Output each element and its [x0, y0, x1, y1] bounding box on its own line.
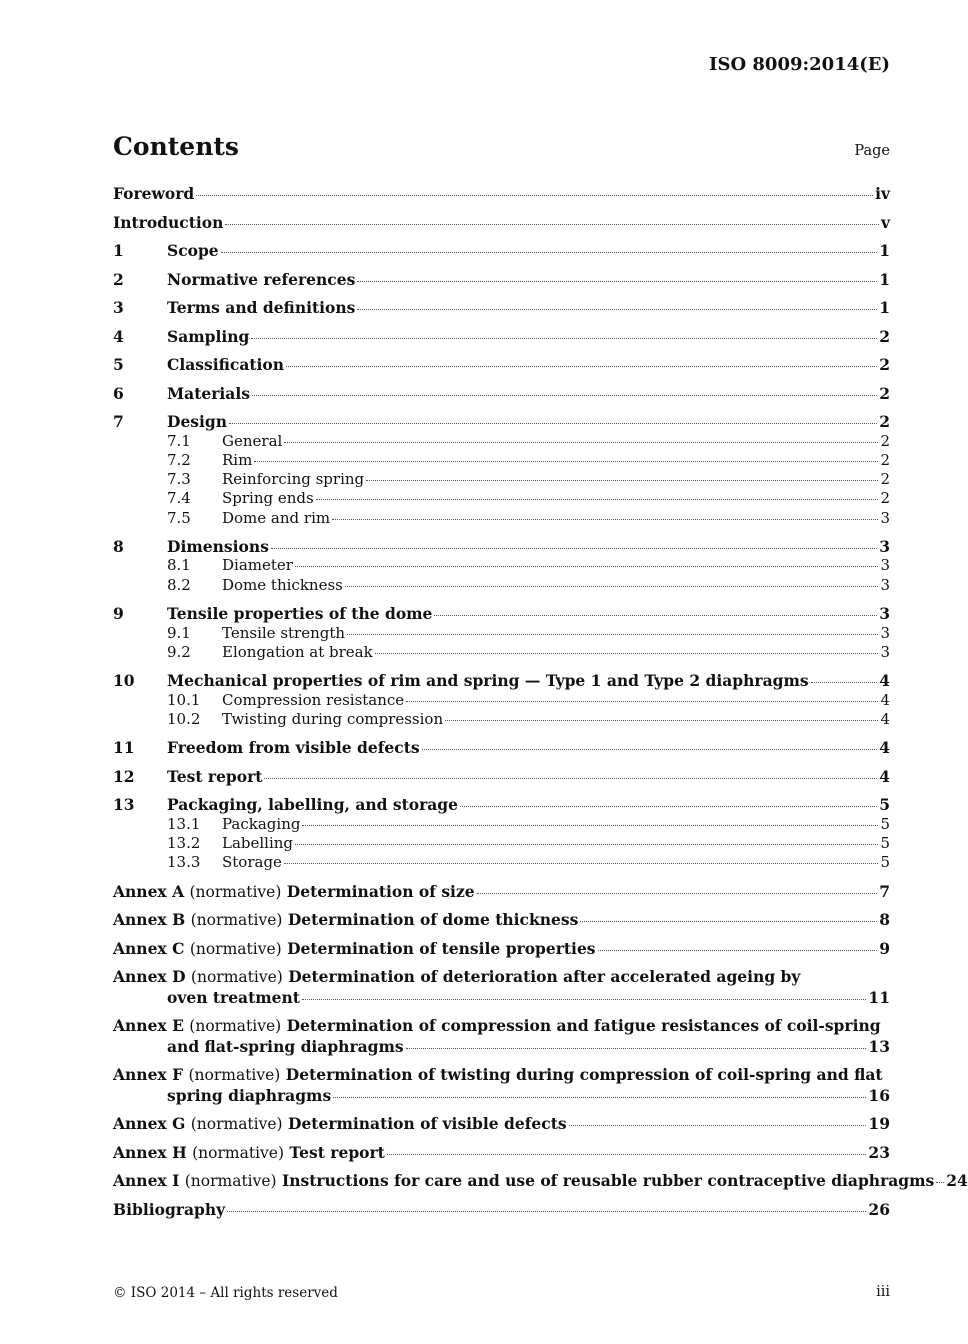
- dot-leader: [302, 999, 866, 1000]
- dot-leader: [284, 442, 878, 443]
- entry-page: 1: [879, 298, 890, 317]
- entry-title: Classification: [167, 355, 285, 374]
- entry-page: 2: [880, 489, 890, 508]
- section-number: 1: [113, 241, 124, 260]
- dot-leader: [477, 893, 878, 894]
- annex-first-line: [113, 967, 890, 988]
- entry-page: 3: [880, 623, 890, 642]
- entry-title: Dimensions: [167, 536, 269, 556]
- section-number: 11: [113, 738, 135, 758]
- entry-title: Mechanical properties of rim and spring — Type 1 and Type 2 diaphragms: [167, 671, 809, 691]
- annex-title-continued: oven treatment: [167, 987, 300, 1007]
- entry-title: Introduction: [113, 212, 224, 232]
- entry-page: 16: [868, 1085, 890, 1105]
- dot-leader: [347, 634, 878, 635]
- dot-leader: [254, 461, 878, 462]
- entry-title: Test report: [167, 766, 263, 786]
- entry-title: Diameter: [222, 556, 293, 575]
- annex-title-continued: spring diaphragms: [167, 1085, 332, 1105]
- annex-first-line: [113, 1016, 890, 1037]
- entry-page: iv: [875, 184, 890, 203]
- annex-kind: (normative): [189, 939, 282, 958]
- annex-label: [113, 1143, 385, 1164]
- entry-title: Rim: [222, 450, 253, 469]
- subsection-number: 10.1: [167, 690, 201, 709]
- dot-leader: [271, 548, 877, 549]
- entry-title: Reinforcing spring: [222, 470, 365, 489]
- toc-entry-subsection[interactable]: [113, 451, 890, 470]
- entry-page: 23: [868, 1142, 890, 1162]
- dot-leader: [434, 615, 877, 616]
- toc-entry-subsection[interactable]: [113, 834, 890, 853]
- toc-entry-subsection[interactable]: [113, 470, 890, 489]
- entry-title: Sampling: [167, 326, 250, 346]
- dot-leader: [422, 749, 878, 750]
- entry-page: 2: [879, 383, 890, 403]
- subsection-number: 9.2: [167, 642, 191, 661]
- entry-page: 9: [879, 938, 890, 958]
- toc-entry-section[interactable]: [113, 671, 890, 691]
- section-number: 5: [113, 355, 124, 374]
- annex-id: Annex C: [113, 938, 185, 958]
- toc-entry-subsection[interactable]: [113, 432, 890, 451]
- entry-page: 2: [880, 450, 890, 469]
- annex-kind: (normative): [188, 1066, 281, 1085]
- entry-page: 4: [880, 690, 890, 709]
- toc-entry-subsection[interactable]: [113, 815, 890, 834]
- entry-title: Elongation at break: [222, 642, 373, 661]
- section-number: 9: [113, 604, 124, 624]
- annex-title: Determination of tensile properties: [287, 938, 596, 958]
- subsection-number: 7.4: [167, 489, 191, 508]
- entry-page: 7: [879, 881, 890, 901]
- toc-entry-section[interactable]: [113, 767, 890, 787]
- annex-title: Instructions for care and use of reusable rubber contraceptive diaphragms: [282, 1171, 935, 1191]
- entry-page: 2: [880, 470, 890, 489]
- entry-title: Terms and definitions: [167, 298, 356, 317]
- dot-leader: [387, 1154, 867, 1155]
- toc-entry-annex[interactable]: [113, 1065, 890, 1105]
- section-number: 7: [113, 412, 124, 431]
- annex-title: Determination of visible defects: [288, 1114, 567, 1134]
- toc-entry-section[interactable]: [113, 355, 890, 375]
- annex-kind: (normative): [190, 911, 283, 930]
- section-number: 10: [113, 671, 135, 691]
- copyright-notice: © ISO 2014 – All rights reserved: [113, 1285, 338, 1301]
- annex-kind: (normative): [184, 1172, 277, 1191]
- section-number: 3: [113, 298, 124, 317]
- dot-leader: [406, 1048, 867, 1049]
- entry-title: Dome and rim: [222, 508, 331, 527]
- subsection-number: 13.1: [167, 814, 201, 833]
- toc-entry-subsection[interactable]: [113, 643, 890, 662]
- annex-second-line: [113, 1086, 890, 1106]
- toc-entry-section[interactable]: [113, 412, 890, 432]
- dot-leader: [227, 1211, 866, 1212]
- section-number: 2: [113, 269, 124, 289]
- entry-page: 2: [879, 412, 890, 431]
- toc-entry-annex[interactable]: [113, 882, 890, 902]
- toc-entry-subsection[interactable]: [113, 624, 890, 643]
- subsection-number: 10.2: [167, 709, 201, 728]
- dot-leader: [357, 309, 877, 310]
- document-id: ISO 8009:2014(E): [709, 54, 890, 75]
- toc-entry-annex[interactable]: [113, 1143, 890, 1163]
- annex-title: Determination of compression and fatigue resistances of coil-spring: [286, 1016, 881, 1036]
- dot-leader: [445, 720, 878, 721]
- entry-page: 1: [879, 241, 890, 260]
- annex-id: Annex E: [113, 1016, 184, 1036]
- entry-page: 2: [879, 355, 890, 374]
- entry-page: 3: [880, 575, 890, 594]
- entry-page: 2: [879, 326, 890, 346]
- entry-title: Labelling: [222, 834, 294, 853]
- annex-id: Annex H: [113, 1142, 187, 1162]
- toc-entry-section[interactable]: [113, 298, 890, 318]
- toc-entry-annex[interactable]: [113, 1016, 890, 1056]
- toc-entry-subsection[interactable]: [113, 489, 890, 508]
- dot-leader: [316, 499, 879, 500]
- annex-label: [113, 1114, 567, 1135]
- annex-id: Annex F: [113, 1065, 184, 1085]
- toc-entry-annex[interactable]: [113, 910, 890, 930]
- annex-id: Annex B: [113, 910, 186, 930]
- entry-title: Tensile strength: [222, 623, 346, 642]
- entry-page: 19: [868, 1114, 890, 1134]
- entry-title: Packaging: [222, 814, 301, 833]
- toc-entry-subsection[interactable]: [113, 509, 890, 528]
- toc-entry-annex[interactable]: [113, 939, 890, 959]
- dot-leader: [229, 423, 877, 424]
- entry-title: Foreword: [113, 184, 195, 203]
- entry-page: 3: [880, 508, 890, 527]
- subsection-number: 7.2: [167, 450, 191, 469]
- entry-page: 11: [868, 987, 890, 1007]
- toc-entry-section[interactable]: [113, 270, 890, 290]
- annex-kind: (normative): [189, 882, 282, 901]
- dot-leader: [295, 844, 878, 845]
- subsection-number: 7.5: [167, 508, 191, 527]
- toc-entry-annex[interactable]: [113, 1171, 968, 1191]
- entry-title: Tensile properties of the dome: [167, 604, 433, 624]
- entry-title: Bibliography: [113, 1199, 226, 1219]
- annex-title: Determination of dome thickness: [287, 910, 579, 930]
- entry-page: 2: [880, 431, 890, 450]
- entry-page: 26: [868, 1199, 890, 1219]
- annex-label: [113, 910, 578, 931]
- toc-entry-subsection[interactable]: [113, 853, 890, 872]
- dot-leader: [264, 778, 877, 779]
- section-number: 4: [113, 326, 124, 346]
- entry-title: Scope: [167, 241, 219, 260]
- entry-page: 8: [879, 910, 890, 930]
- toc-entry-section[interactable]: [113, 604, 890, 624]
- dot-leader: [286, 366, 877, 367]
- section-number: 13: [113, 795, 135, 815]
- toc-entry-section[interactable]: [113, 537, 890, 557]
- annex-id: Annex A: [113, 881, 185, 901]
- toc-entry-section[interactable]: [113, 738, 890, 758]
- dot-leader: [569, 1125, 867, 1126]
- subsection-number: 8.2: [167, 575, 191, 594]
- toc-entry-foreword[interactable]: [113, 184, 890, 204]
- toc-entry-subsection[interactable]: [113, 556, 890, 575]
- section-number: 8: [113, 536, 124, 556]
- annex-title: Determination of twisting during compression of coil-spring and flat: [285, 1065, 883, 1085]
- entry-page: 24: [946, 1171, 968, 1191]
- annex-label: [113, 939, 596, 960]
- annex-kind: (normative): [190, 968, 283, 987]
- subsection-number: 7.1: [167, 431, 191, 450]
- toc-entry-subsection[interactable]: [113, 710, 890, 729]
- entry-page: 3: [880, 556, 890, 575]
- dot-leader: [366, 480, 878, 481]
- dot-leader: [221, 252, 878, 253]
- dot-leader: [357, 281, 877, 282]
- page-title: Contents: [113, 132, 240, 161]
- entry-page: 4: [879, 671, 890, 691]
- annex-kind: (normative): [192, 1143, 284, 1162]
- dot-leader: [580, 921, 877, 922]
- entry-title: Normative references: [167, 269, 356, 289]
- entry-page: 3: [879, 604, 890, 624]
- section-number: 6: [113, 383, 124, 403]
- entry-page: 5: [879, 795, 890, 815]
- entry-title: Dome thickness: [222, 575, 343, 594]
- entry-page: 13: [868, 1036, 890, 1056]
- entry-title: General: [222, 431, 283, 450]
- annex-id: Annex D: [113, 967, 186, 987]
- annex-title: Determination of size: [286, 881, 475, 901]
- entry-title: Materials: [167, 383, 250, 403]
- dot-leader: [196, 195, 873, 196]
- dot-leader: [225, 224, 879, 225]
- entry-title: Freedom from visible defects: [167, 738, 420, 758]
- annex-id: Annex G: [113, 1114, 186, 1134]
- annex-second-line: [113, 1037, 890, 1057]
- entry-title: Twisting during compression: [222, 709, 444, 728]
- entry-title: Design: [167, 412, 228, 431]
- entry-page: 5: [880, 814, 890, 833]
- dot-leader: [332, 519, 878, 520]
- subsection-number: 9.1: [167, 623, 191, 642]
- entry-page: 5: [880, 853, 890, 872]
- annex-label: [113, 882, 475, 903]
- dot-leader: [375, 653, 879, 654]
- entry-page: 4: [879, 766, 890, 786]
- page-number: iii: [876, 1284, 890, 1300]
- annex-kind: (normative): [189, 1017, 282, 1036]
- dot-leader: [460, 806, 877, 807]
- toc-entry-section[interactable]: [113, 795, 890, 815]
- subsection-number: 13.2: [167, 834, 201, 853]
- dot-leader: [333, 1097, 866, 1098]
- subsection-number: 7.3: [167, 470, 191, 489]
- entry-page: 5: [880, 834, 890, 853]
- page-column-label: Page: [854, 143, 890, 159]
- dot-leader: [295, 566, 879, 567]
- annex-title: Determination of deterioration after accelerated ageing by: [288, 967, 801, 987]
- annex-title: Test report: [289, 1142, 385, 1162]
- dot-leader: [811, 682, 878, 683]
- entry-page: 3: [880, 642, 890, 661]
- dot-leader: [284, 863, 879, 864]
- dot-leader: [936, 1182, 944, 1183]
- entry-page: 4: [879, 738, 890, 758]
- dot-leader: [598, 950, 878, 951]
- entry-title: Compression resistance: [222, 690, 405, 709]
- subsection-number: 13.3: [167, 853, 201, 872]
- toc-entry-section[interactable]: [113, 241, 890, 261]
- toc-entry-annex[interactable]: [113, 1114, 890, 1134]
- entry-title: Packaging, labelling, and storage: [167, 795, 459, 815]
- entry-title: Storage: [222, 853, 282, 872]
- subsection-number: 8.1: [167, 556, 191, 575]
- annex-first-line: [113, 1065, 890, 1086]
- dot-leader: [252, 395, 877, 396]
- toc-entry-section[interactable]: [113, 327, 890, 347]
- annex-label: [113, 1171, 934, 1192]
- annex-id: Annex I: [113, 1171, 180, 1191]
- dot-leader: [345, 586, 879, 587]
- entry-page: v: [880, 212, 890, 232]
- annex-title-continued: and flat-spring diaphragms: [167, 1036, 404, 1056]
- dot-leader: [406, 701, 878, 702]
- annex-second-line: [113, 988, 890, 1008]
- toc-entry-subsection[interactable]: [113, 691, 890, 710]
- annex-kind: (normative): [190, 1115, 283, 1134]
- toc-entry-annex[interactable]: [113, 967, 890, 1007]
- entry-page: 4: [880, 709, 890, 728]
- dot-leader: [251, 338, 877, 339]
- entry-page: 3: [879, 536, 890, 556]
- toc-entry-bibliography[interactable]: [113, 1200, 890, 1220]
- table-of-contents: [113, 184, 968, 1219]
- toc-entry-section[interactable]: [113, 384, 890, 404]
- dot-leader: [302, 825, 878, 826]
- entry-page: 1: [879, 269, 890, 289]
- toc-entry-introduction[interactable]: [113, 213, 890, 233]
- toc-entry-subsection[interactable]: [113, 576, 890, 595]
- section-number: 12: [113, 766, 135, 786]
- entry-title: Spring ends: [222, 489, 314, 508]
